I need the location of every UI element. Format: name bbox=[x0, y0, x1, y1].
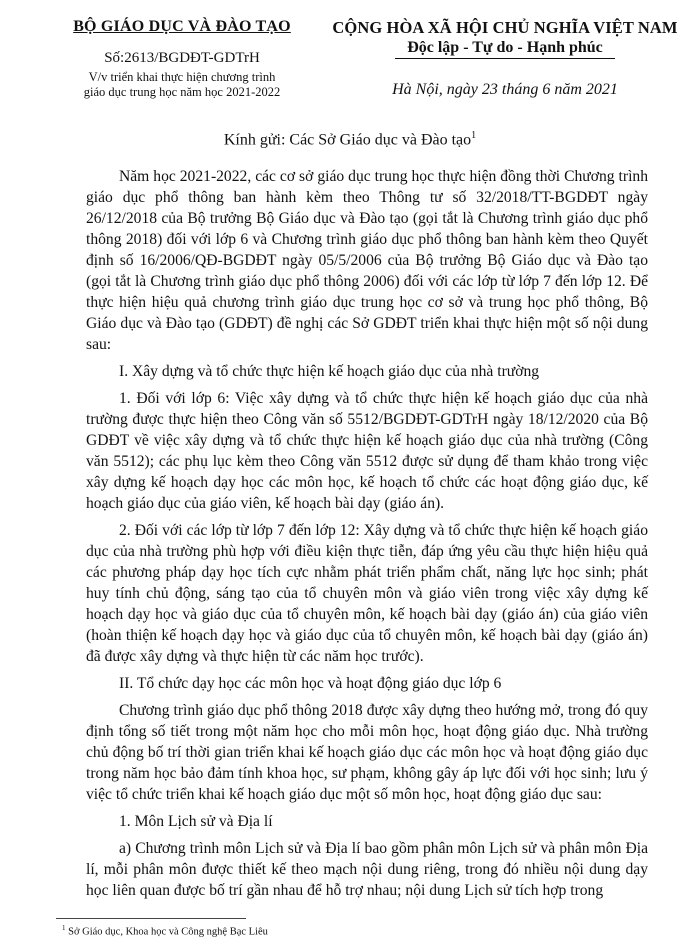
document-date: Hà Nội, ngày 23 tháng 6 năm 2021 bbox=[392, 81, 618, 98]
nation-block bbox=[312, 18, 698, 99]
paragraph-curriculum: Chương trình giáo dục phổ thông 2018 được xây dựng theo hướng mở, trong đó quy định tổng số tiết trong một năm học cho mỗi môn học, hoạt động giáo dục. Nhà trường chủ động bố trí thời gian triển khai kế hoạch giáo dục các môn học và hoạt động giáo dục trong năm học bảo đảm tính khoa học, sư phạm, không gây áp lực đối với học sinh; lưu ý việc tổ chức triển khai kế hoạch giáo dục một số môn học, hoạt động giáo dục sau: bbox=[86, 702, 648, 803]
footnote-text: Sở Giáo dục, Khoa học và Công nghệ Bạc Liêu bbox=[65, 926, 268, 938]
greeting bbox=[0, 130, 700, 149]
greeting-text: Kính gửi: Các Sở Giáo dục và Đào tạo bbox=[223, 131, 472, 149]
subject-line-2: giáo dục trung học năm học 2021-2022 bbox=[83, 85, 281, 99]
organization-name: BỘ GIÁO DỤC VÀ ĐÀO TẠO bbox=[73, 18, 291, 35]
paragraph-history-geography: a) Chương trình môn Lịch sử và Địa lí bao gồm phân môn Lịch sử và phân môn Địa lí, mỗi phân môn được thiết kế theo mạch nội dung riêng, trong đó nhiều nội dung dạy học liên quan được bố trí gần nhau để hỗ trợ nhau; nội dung Lịch sử tích hợp trong bbox=[86, 840, 648, 899]
paragraph-intro: Năm học 2021-2022, các cơ sở giáo dục trung học thực hiện đồng thời Chương trình giáo dục phổ thông ban hành kèm theo Thông tư số 32/2018/TT-BGDĐT ngày 26/12/2018 của Bộ trưởng Bộ Giáo dục và Đào tạo (gọi tắt là Chương trình giáo dục phổ thông 2018) đối với lớp 6 và Chương trình giáo dục phổ thông ban hành kèm theo Quyết định số 16/2006/QĐ-BGDĐT ngày 05/5/2006 của Bộ trưởng Bộ Giáo dục và Đào tạo (gọi tắt là Chương trình giáo dục phổ thông 2006) đối với các lớp từ lớp 7 đến lớp 12. Để thực hiện hiệu quả chương trình giáo dục trung học cơ sở và trung học phổ thông, Bộ Giáo dục và Đào tạo (GDĐT) đề nghị các Sở GDĐT triển khai thực hiện một số nội dung sau: bbox=[86, 168, 648, 353]
nation-title: CỘNG HÒA XÃ HỘI CHỦ NGHĨA VIỆT NAM bbox=[332, 18, 678, 37]
footnote-ref: 1 bbox=[471, 130, 477, 141]
footnote bbox=[62, 924, 268, 938]
document-body bbox=[86, 166, 648, 907]
motto: Độc lập - Tự do - Hạnh phúc bbox=[407, 39, 603, 56]
subject-line-1: V/v triển khai thực hiện chương trình bbox=[88, 70, 276, 84]
section-heading-2: II. Tổ chức dạy học các môn học và hoạt động giáo dục lớp 6 bbox=[119, 675, 502, 692]
footnote-divider bbox=[56, 918, 246, 919]
paragraph-grade6: 1. Đối với lớp 6: Việc xây dựng và tổ chức thực hiện kế hoạch giáo dục của nhà trường được thực hiện theo Công văn số 5512/BGDĐT-GDTrH ngày 18/12/2020 của Bộ GDĐT về việc xây dựng và tổ chức thực hiện kế hoạch giáo dục của nhà trường (Công văn 5512); các phụ lục kèm theo Công văn 5512 được sử dụng để tham khảo trong việc xây dựng kế hoạch dạy học các môn học, kế hoạch tổ chức các hoạt động giáo dục, kế hoạch giáo dục của giáo viên, kế hoạch bài dạy (giáo án). bbox=[86, 390, 648, 512]
issuer-block bbox=[62, 18, 302, 100]
subheading-history-geography: 1. Môn Lịch sử và Địa lí bbox=[119, 813, 273, 830]
motto-underline bbox=[395, 58, 615, 59]
subject-line bbox=[62, 70, 302, 100]
document-number: Số:2613/BGDĐT-GDTrH bbox=[104, 50, 260, 66]
footnote-marker: 1 bbox=[62, 924, 66, 932]
section-heading-1: I. Xây dựng và tổ chức thực hiện kế hoạch giáo dục của nhà trường bbox=[119, 363, 540, 380]
paragraph-grade7-12: 2. Đối với các lớp từ lớp 7 đến lớp 12: Xây dựng và tổ chức thực hiện kế hoạch giáo dục của nhà trường phù hợp với điều kiện thực tiễn, đáp ứng yêu cầu thực hiện hiệu quả các phương pháp dạy học tích cực nhằm phát triển phẩm chất, năng lực học sinh; phát huy tính chủ động, sáng tạo của tổ chuyên môn và giáo viên trong việc xây dựng kế hoạch dạy học và giáo dục của tổ chuyên môn, kế hoạch bài dạy (giáo án) của giáo viên (hoàn thiện kế hoạch dạy học và giáo dục của tổ chuyên môn, kế hoạch bài dạy (giáo án) đã được xây dựng và thực hiện từ các năm học trước). bbox=[86, 522, 648, 665]
